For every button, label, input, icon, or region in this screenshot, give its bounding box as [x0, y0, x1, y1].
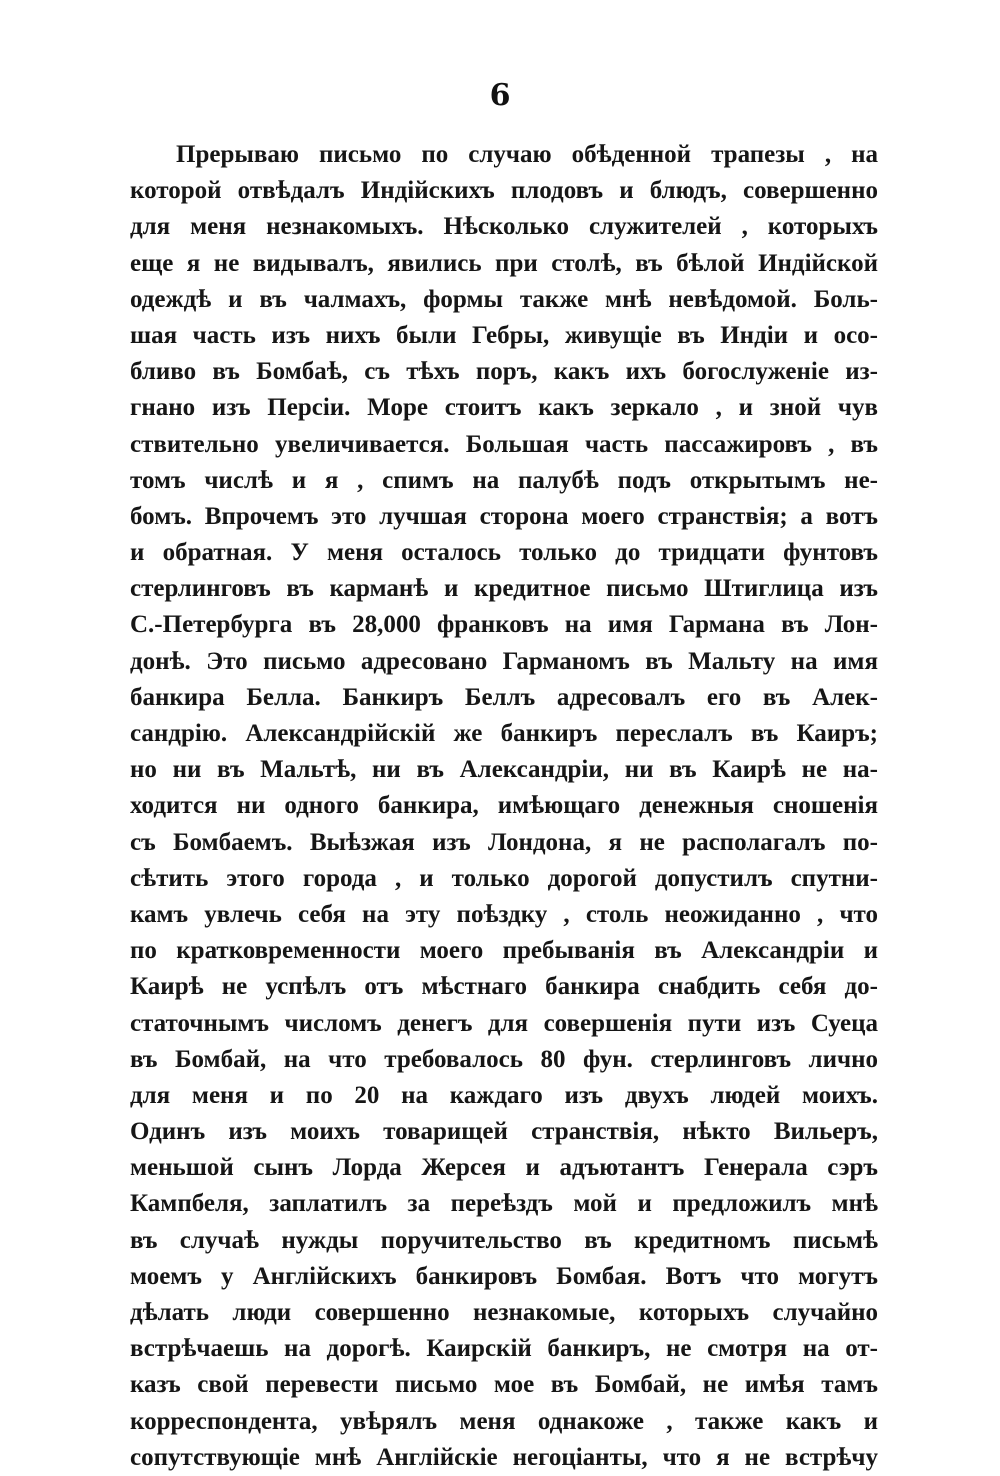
- text-line: ствительно увеличивается. Большая часть пассажировъ , въ: [130, 430, 878, 458]
- text-line: въ случаѣ нужды поручительство въ кредитномъ письмѣ: [130, 1226, 878, 1254]
- text-line: которой отвѣдалъ Индiйскихъ плодовъ и блюдъ, совершенно: [130, 177, 878, 205]
- text-line: бомъ. Впрочемъ это лучшая сторона моего странствiя; а вотъ: [130, 502, 878, 530]
- text-line: донѣ. Это письмо адресовано Гарманомъ въ Мальту на имя: [130, 647, 878, 675]
- text-line: для меня и по 20 на каждаго изъ двухъ людей моихъ.: [130, 1081, 878, 1109]
- text-line: и обратная. У меня осталось только до тридцати фунтовъ: [130, 539, 878, 567]
- text-line: казъ свой перевести письмо мое въ Бомбай, не имѣя тамъ: [130, 1371, 878, 1399]
- text-line: меньшой сынъ Лорда Жерсея и адъютантъ Генерала сэръ: [130, 1154, 878, 1182]
- text-line: Одинъ изъ моихъ товарищей странствiя, нѣкто Вильеръ,: [130, 1118, 878, 1146]
- text-line: ходится ни одного банкира, имѣющаго денежныя сношенiя: [130, 792, 878, 820]
- text-line: для меня незнакомыхъ. Нѣсколько служителей , которыхъ: [130, 213, 878, 241]
- text-line: гнано изъ Персiи. Море стоитъ какъ зеркало , и зной чув: [130, 394, 878, 422]
- text-line: С.-Петербурга въ 28,000 франковъ на имя Гармана въ Лон-: [130, 611, 878, 639]
- text-line: банкира Белла. Банкиръ Беллъ адресовалъ его въ Алек-: [130, 683, 878, 711]
- text-line: въ Бомбай, на что требовалось 80 фун. стерлинговъ лично: [130, 1045, 878, 1073]
- text-line: статочнымъ числомъ денегъ для совершенiя пути изъ Суеца: [130, 1009, 878, 1037]
- page-number: 6: [489, 78, 511, 113]
- text-line: Каирѣ не успѣлъ отъ мѣстнаго банкира снабдить себя до-: [130, 973, 878, 1001]
- text-line: одеждѣ и въ чалмахъ, формы также мнѣ невѣдомой. Боль-: [130, 285, 878, 313]
- text-line: стерлинговъ въ карманѣ и кредитное письмо Штиглица изъ: [130, 575, 878, 603]
- text-line: шая часть изъ нихъ были Гебры, живущiе въ Индiи и осо-: [130, 321, 878, 349]
- text-line: сопутствующiе мнѣ Англiйскiе негоцiанты, что я не встрѣчу: [130, 1443, 878, 1471]
- text-line: томъ числѣ и я , спимъ на палубѣ подъ открытымъ не-: [130, 466, 878, 494]
- text-line: еще я не видывалъ, явились при столѣ, въ бѣлой Индiйской: [130, 249, 878, 277]
- text-line: съ Бомбаемъ. Выѣзжая изъ Лондона, я не располагалъ по-: [130, 828, 878, 856]
- text-line: по кратковременности моего пребыванiя въ Александрiи и: [130, 937, 878, 965]
- text-line: но ни въ Мальтѣ, ни въ Александрiи, ни въ Каирѣ не на-: [130, 756, 878, 784]
- text-line: Кампбеля, заплатилъ за переѣздъ мой и предложилъ мнѣ: [130, 1190, 878, 1218]
- text-line: дѣлать люди совершенно незнакомые, которыхъ случайно: [130, 1299, 878, 1326]
- text-line: Прерываю письмо по случаю обѣденной трапезы , на: [176, 141, 878, 168]
- body-text: [130, 137, 878, 1476]
- text-line: сандрiю. Александрiйскiй же банкиръ переслалъ въ Каиръ;: [130, 720, 878, 747]
- text-line: сѣтить этого города , и только дорогой допустилъ спутни-: [130, 864, 878, 892]
- text-line: корреспондента, увѣрялъ меня однакоже , также какъ и: [130, 1407, 878, 1435]
- text-line: бливо въ Бомбаѣ, съ тѣхъ поръ, какъ ихъ богослуженiе из-: [130, 358, 878, 386]
- text-line: камъ увлечь себя на эту поѣздку , столь неожиданно , что: [130, 900, 878, 928]
- text-line: встрѣчаешь на дорогѣ. Каирскiй банкиръ, не смотря на от-: [130, 1335, 878, 1363]
- text-line: моемъ у Англiйскихъ банкировъ Бомбая. Вотъ что могутъ: [130, 1262, 878, 1290]
